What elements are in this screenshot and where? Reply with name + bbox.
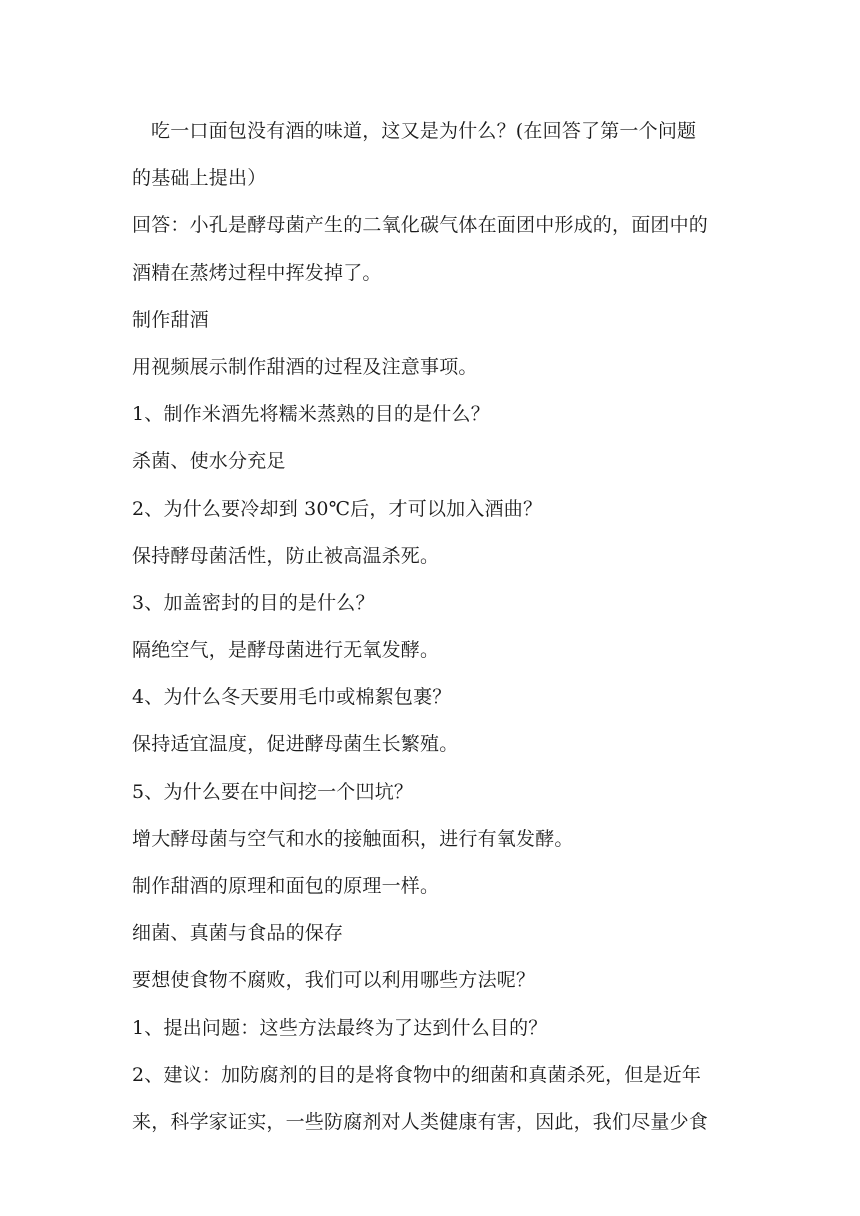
text-line: 用视频展示制作甜酒的过程及注意事项。	[132, 355, 478, 378]
answer-line: 保持适宜温度，促进酵母菌生长繁殖。	[132, 733, 459, 756]
section-heading: 制作甜酒	[132, 308, 209, 331]
section-heading: 细菌、真菌与食品的保存	[132, 922, 344, 945]
text-line: 要想使食物不腐败，我们可以利用哪些方法呢？	[132, 969, 536, 992]
text-line: 的基础上提出）	[132, 167, 267, 190]
question-line: 3、加盖密封的目的是什么？	[132, 591, 375, 614]
text-line: 回答：小孔是酵母菌产生的二氧化碳气体在面团中形成的，面团中的	[132, 214, 709, 237]
answer-line: 隔绝空气，是酵母菌进行无氧发酵。	[132, 639, 440, 662]
question-line: 4、为什么冬天要用毛巾或棉絮包裹？	[132, 686, 452, 709]
text-line: 2、建议：加防腐剂的目的是将食物中的细菌和真菌杀死，但是近年	[132, 1063, 702, 1086]
text-line: 制作甜酒的原理和面包的原理一样。	[132, 875, 440, 897]
answer-line: 杀菌、使水分充足	[132, 450, 286, 473]
answer-line: 保持酵母菌活性，防止被高温杀死。	[132, 544, 440, 567]
question-line: 2、为什么要冷却到 30℃后，才可以加入酒曲？	[132, 497, 543, 520]
question-line: 1、制作米酒先将糯米蒸熟的目的是什么？	[132, 403, 490, 426]
answer-line: 增大酵母菌与空气和水的接触面积，进行有氧发酵。	[132, 827, 574, 850]
text-line: 酒精在蒸烤过程中挥发掉了。	[132, 261, 382, 284]
text-line: 吃一口面包没有酒的味道，这又是为什么？(在回答了第一个问题	[151, 120, 697, 142]
text-line: 来，科学家证实，一些防腐剂对人类健康有害，因此，我们尽量少食	[132, 1110, 709, 1133]
question-line: 1、提出问题：这些方法最终为了达到什么目的？	[132, 1016, 548, 1039]
question-line: 5、为什么要在中间挖一个凹坑？	[132, 780, 414, 803]
document-body	[132, 108, 744, 1146]
